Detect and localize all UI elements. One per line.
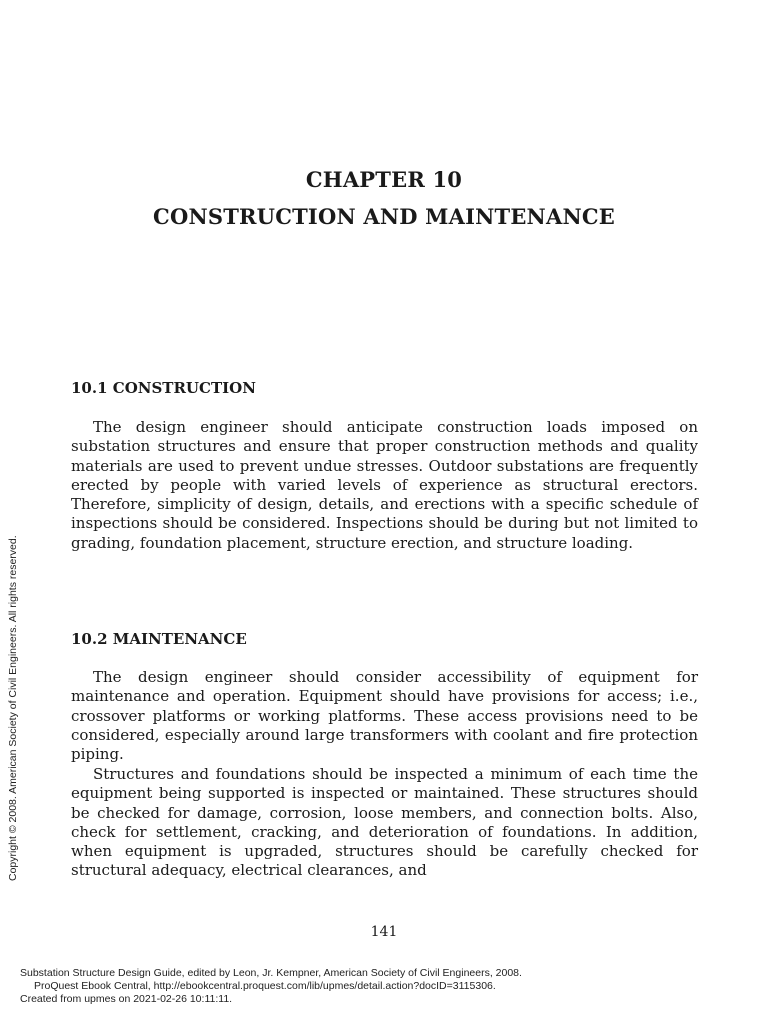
page-number: 141	[370, 924, 398, 940]
maintenance-paragraph-2: Structures and foundations should be inspected a minimum of each time the equipment being supported is inspected or maintained. These structures should be checked for damage, corrosion, loose members, and connection bolts. Also, check for settlement, cracking, and deterioration of foundations. In addition, when equipment is upgraded, structures should be carefully checked for structural adequacy, electrical clearances, and	[71, 765, 698, 880]
chapter-number: CHAPTER 10	[305, 167, 463, 192]
chapter-title: CONSTRUCTION AND MAINTENANCE	[153, 204, 615, 229]
construction-paragraph: The design engineer should anticipate construction loads imposed on substation structures and ensure that proper construction methods and quality materials are used to prevent undue stresses. Outdoor substations are frequently erected by people with varied levels of experience as structural erectors. Therefore, simplicity of design, details, and erections with a specific schedule of inspections should be considered. Inspections should be during but not limited to grading, foundation placement, structure erection, and structure loading.	[71, 418, 698, 552]
footer-citation: Substation Structure Design Guide, edited by Leon, Jr. Kempner, American Society of Civil Engineers, 2008.	[20, 967, 522, 979]
maintenance-paragraph-1: The design engineer should consider accessibility of equipment for maintenance and operation. Equipment should have provisions for access; i.e., crossover platforms or working platforms. These access provisions need to be considered, especially around large transformers with coolant and fire protection piping.	[71, 668, 698, 764]
side-copyright-notice: Copyright © 2008. American Society of Civil Engineers. All rights reserved.	[7, 535, 19, 881]
section-heading-construction: 10.1 CONSTRUCTION	[71, 379, 256, 397]
section-heading-maintenance: 10.2 MAINTENANCE	[71, 630, 247, 648]
footer-created: Created from upmes on 2021-02-26 10:11:11.	[20, 993, 233, 1005]
footer-proquest-link[interactable]: ProQuest Ebook Central, http://ebookcentral.proquest.com/lib/upmes/detail.action?docID=3115306.	[34, 980, 496, 992]
